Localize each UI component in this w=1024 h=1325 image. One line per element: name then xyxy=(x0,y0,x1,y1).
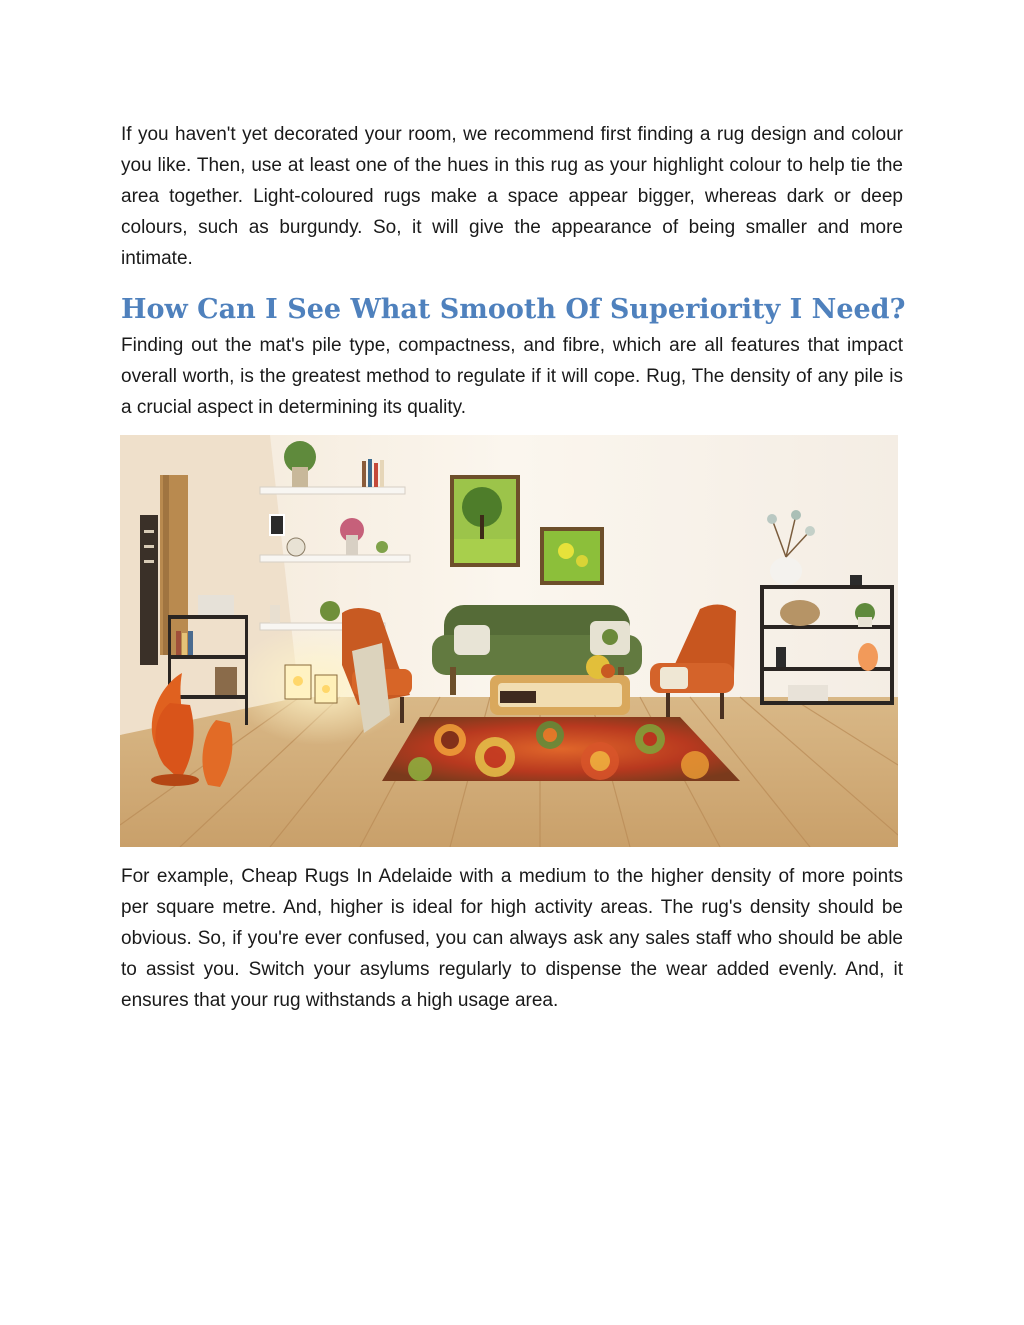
section-heading: How Can I See What Smooth Of Superiority I Need? xyxy=(121,294,906,325)
example-paragraph: For example, Cheap Rugs In Adelaide with a medium to the higher density of more points per square metre. And, higher is ideal for high activity areas. The rug's density should be obvious. So, if you're ever confused, you can always ask any sales staff who should be able to assist you. Switch your asylums regularly to dispense the wear added evenly. And, it ensures that your rug withstands a high usage area. xyxy=(121,866,903,1011)
quality-paragraph: Finding out the mat's pile type, compactness, and fibre, which are all features that impact overall worth, is the greatest method to regulate if it will cope. Rug, The density of any pile is a crucial aspect in determining its quality. xyxy=(121,335,903,418)
intro-paragraph: If you haven't yet decorated your room, we recommend first finding a rug design and colour you like. Then, use at least one of the hues in this rug as your highlight colour to help tie the area together. Light-coloured rugs make a space appear bigger, whereas dark or deep colours, such as burgundy. So, it will give the appearance of being smaller and more intimate. xyxy=(121,124,903,269)
living-room-photo xyxy=(120,435,898,847)
